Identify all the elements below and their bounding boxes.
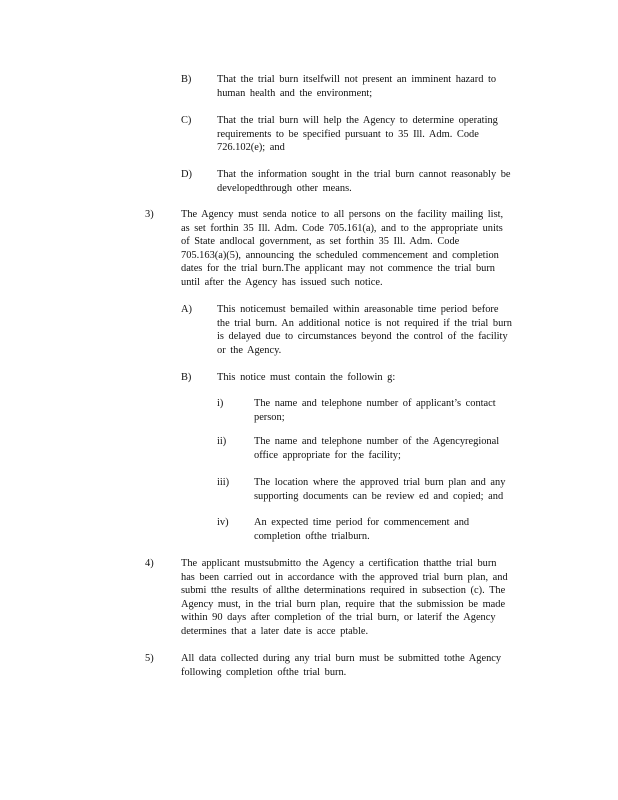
item-label: 3): [145, 209, 154, 220]
item-label: iii): [217, 477, 230, 488]
item-text: [254, 435, 499, 462]
list-item: [0, 303, 618, 360]
text-line: determines that a later date is acce ptable.: [181, 625, 369, 637]
item-label: B): [181, 372, 192, 383]
text-line: completion ofthe trialburn.: [254, 530, 370, 542]
text-line: 726.102(e); and: [217, 142, 285, 154]
text-line: until after the Agency has issued such notice.: [181, 276, 383, 288]
text-line: The name and telephone number of applicant’s contact: [254, 398, 496, 409]
text-line: human health and the environment;: [217, 87, 373, 99]
item-label: iv): [217, 517, 229, 528]
item-label: ii): [217, 436, 227, 447]
text-line: supporting documents can be review ed and copied; and: [254, 490, 504, 502]
list-item: [0, 168, 618, 198]
text-line: The location where the approved trial burn plan and any: [254, 477, 506, 488]
text-line: requirements to be specified pursuant to 35 Ill. Adm. Code: [217, 128, 479, 140]
item-text: [254, 397, 496, 424]
item-label: B): [181, 74, 192, 85]
list-item: [0, 516, 618, 546]
item-text: [217, 168, 511, 195]
text-line: This noticemust bemailed within areasonable time period before: [217, 304, 499, 315]
text-line: That the information sought in the trial burn cannot reasonably be: [217, 169, 511, 180]
item-label: A): [181, 304, 192, 315]
item-label: C): [181, 115, 192, 126]
item-text: [181, 208, 503, 290]
text-line: The applicant mustsubmitto the Agency a certification thatthe trial burn: [181, 558, 497, 569]
item-label: D): [181, 169, 192, 180]
text-line: An expected time period for commencement and: [254, 517, 470, 528]
item-text: [217, 73, 496, 100]
text-line: The name and telephone number of the Agencyregional: [254, 436, 500, 447]
list-item: [0, 435, 618, 465]
text-line: All data collected during any trial burn must be submitted tothe Agency: [181, 653, 502, 664]
text-line: is delayed due to circumstances beyond the control of the facility: [217, 331, 508, 343]
text-line: This notice must contain the followin g:: [217, 372, 396, 383]
text-line: of State andlocal government, as set forthin 35 Ill. Adm. Code: [181, 236, 460, 248]
list-item: [0, 371, 618, 387]
text-line: within 90 days after completion of the trial burn, or laterif the Agency: [181, 612, 496, 624]
text-line: Agency must, in the trial burn plan, require that the submission be made: [181, 598, 506, 610]
text-line: That the trial burn itselfwill not present an imminent hazard to: [217, 74, 497, 85]
text-line: has been carried out in accordance with the approved trial burn plan, and: [181, 571, 508, 583]
text-line: submi tthe results of allthe determinations required in subsection (c). The: [181, 585, 506, 597]
item-text: [254, 476, 505, 503]
list-item: [0, 397, 618, 427]
list-item: [0, 208, 618, 292]
text-line: developedthrough other means.: [217, 182, 352, 194]
text-line: the trial burn. An additional notice is not required if the trial burn: [217, 317, 512, 329]
item-text: [181, 652, 501, 679]
item-text: [217, 303, 512, 357]
list-item: [0, 73, 618, 103]
list-item: [0, 652, 618, 682]
item-text: [217, 114, 498, 155]
item-label: 5): [145, 653, 154, 664]
text-line: 705.163(a)(5), announcing the scheduled commencement and completion: [181, 249, 499, 261]
item-label: 4): [145, 558, 154, 569]
item-text: [217, 371, 395, 385]
list-item: [0, 476, 618, 506]
item-label: i): [217, 398, 224, 409]
text-line: as set forthin 35 Ill. Adm. Code 705.161(a), and to the appropriate units: [181, 222, 503, 234]
text-line: following completion ofthe trial burn.: [181, 666, 347, 678]
text-line: or the Agency.: [217, 344, 282, 356]
text-line: person;: [254, 411, 285, 423]
text-line: That the trial burn will help the Agency to determine operating: [217, 115, 498, 126]
item-text: [181, 557, 508, 639]
list-item: [0, 557, 618, 641]
list-item: [0, 114, 618, 158]
item-text: [254, 516, 469, 543]
text-line: The Agency must senda notice to all persons on the facility mailing list,: [181, 209, 504, 220]
text-line: office appropriate for the facility;: [254, 449, 401, 461]
text-line: dates for the trial burn.The applicant may not commence the trial burn: [181, 263, 495, 275]
